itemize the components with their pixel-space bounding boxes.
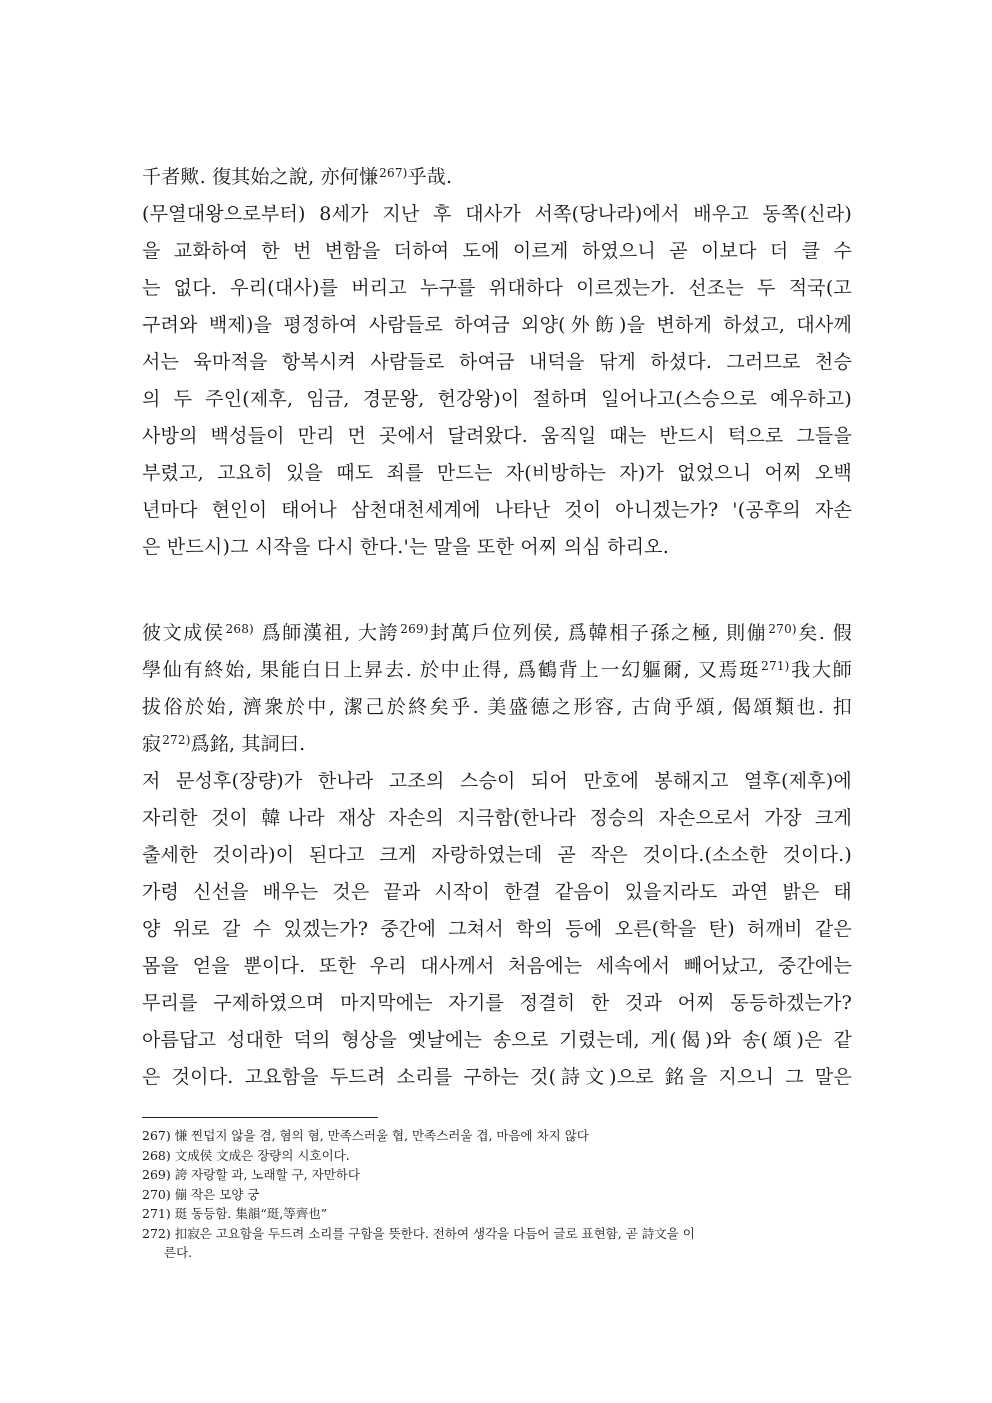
classical-text-line: 拔俗於始, 濟衆於中, 潔己於終矣乎. 美盛德之形容, 古尙乎頌, 偈頌類也. 扣 [142,696,852,718]
footnotes [142,1126,852,1263]
classical-text: 乎哉. [407,166,453,188]
classical-text: 寂 [142,733,162,755]
classical-text: 彼文成侯 [142,622,225,644]
footnote-271: 271) 珽 동등함. 集韻“珽,等齊也” [142,1206,328,1221]
translation-line: 저 문성후(장량)가 한나라 고조의 스승이 되어 만호에 봉해지고 열후(제후)에 [142,770,852,792]
classical-text-line [142,159,852,196]
paragraph-1 [142,159,852,566]
classical-text: 爲師漢祖, 大誇 [253,622,400,644]
translation-line: 년마다 현인이 태어나 삼천대천세계에 나타난 것이 아니겠는가? '(공후의 자손 [142,499,852,521]
classical-text: 矣. 假 [796,622,852,644]
footnote-divider [142,1117,378,1118]
classical-text: 爲銘, 其詞曰. [190,733,306,755]
translation-line: 은 반드시)그 시작을 다시 한다.'는 말을 또한 어찌 의심 하리오. [142,536,669,558]
translation-line: 서는 육마적을 항복시켜 사람들로 하여금 내덕을 닦게 하셨다. 그러므로 천승 [142,351,852,373]
translation-line: (무열대왕으로부터) 8세가 지난 후 대사가 서쪽(당나라)에서 배우고 동쪽(신라) [142,203,852,225]
translation-line: 자리한 것이 韓나라 재상 자손의 지극함(한나라 정승의 자손으로서 가장 크게 [142,807,852,829]
footnote-ref[interactable]: 268) [225,622,254,636]
translation-line: 가령 신선을 배우는 것은 끝과 시작이 한결 같음이 있을지라도 과연 밝은 태 [142,881,852,903]
footnote-ref[interactable]: 271) [761,659,790,673]
footnote-272-continued: 른다. [164,1245,193,1260]
translation-line: 출세한 것이라)이 된다고 크게 자랑하였는데 곧 작은 것이다.(소소한 것이다.) [142,844,852,866]
footnote-ref[interactable]: 272) [162,733,191,747]
footnote-269: 269) 誇 자랑할 과, 노래할 구, 자만하다 [142,1167,360,1182]
classical-text: 我大師 [789,659,852,681]
translation-line: 구려와 백제)을 평정하여 사람들로 하여금 외양(外飭)을 변하게 하셨고, 대사께 [142,314,852,336]
translation-line: 사방의 백성들이 만리 먼 곳에서 달려왔다. 움직일 때는 반드시 턱으로 그들을 [142,425,852,447]
translation-line: 무리를 구제하였으며 마지막에는 자기를 정결히 한 것과 어찌 동등하겠는가? [142,992,852,1014]
classical-text: 千者歟. 復其始之說, 亦何慊 [142,166,379,188]
footnote-267: 267) 慊 찐덥지 않을 겸, 혐의 혐, 만족스러울 협, 만족스러울 겹, 마음에 차지 않다 [142,1128,589,1143]
classical-text-line [142,615,852,652]
footnote-ref[interactable]: 270) [768,622,797,636]
classical-text-line [142,652,852,689]
translation-line: 는 없다. 우리(대사)를 버리고 누구를 위대하다 이르겠는가. 선조는 두 적국(고 [142,277,852,299]
translation-line: 의 두 주인(제후, 임금, 경문왕, 헌강왕)이 절하며 일어나고(스승으로 예우하고) [142,388,852,410]
footnote-268: 268) 文成侯 文成은 장량의 시호이다. [142,1147,350,1163]
translation-line: 양 위로 갈 수 있겠는가? 중간에 그쳐서 학의 등에 오른(학을 탄) 허깨비 같은 [142,918,852,940]
translation-line: 을 교화하여 한 번 변함을 더하여 도에 이르게 하였으니 곧 이보다 더 클 수 [142,240,852,262]
footnote-270: 270) 傰 작은 모양 궁 [142,1186,260,1202]
footnote-ref[interactable]: 269) [400,622,429,636]
paragraph-2 [142,615,852,1096]
translation-line: 은 것이다. 고요함을 두드려 소리를 구하는 것(詩文)으로 銘을 지으니 그 말은 [142,1066,852,1088]
footnote-ref[interactable]: 267) [379,166,408,180]
classical-text-line [142,726,852,763]
translation-line: 부렸고, 고요히 있을 때도 죄를 만드는 자(비방하는 자)가 없었으니 어찌 오백 [142,462,852,484]
translation-line: 몸을 얻을 뿐이다. 또한 우리 대사께서 처음에는 세속에서 빼어났고, 중간에는 [142,955,852,977]
footnote-272: 272) 扣寂은 고요함을 두드려 소리를 구함을 뜻한다. 전하여 생각을 다듬어 글로 표현함, 곧 詩文을 이 [142,1225,695,1241]
translation-line: 아름답고 성대한 덕의 형상을 옛날에는 송으로 기렸는데, 게(偈)와 송(頌)은 같 [142,1029,852,1051]
classical-text: 封萬戶位列侯, 爲韓相子孫之極, 則傰 [428,622,768,644]
classical-text: 學仙有終始, 果能白日上昇去. 於中止得, 爲鶴背上一幻軀爾, 又焉珽 [142,659,761,681]
